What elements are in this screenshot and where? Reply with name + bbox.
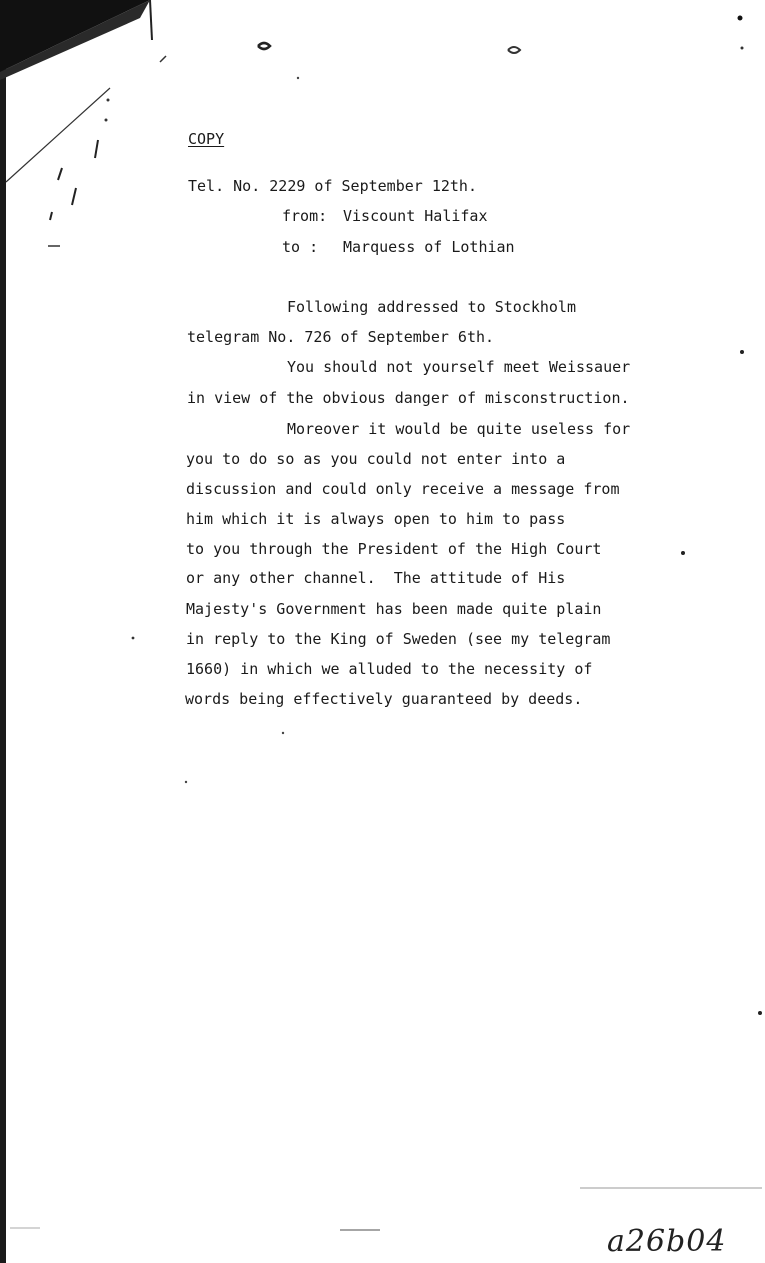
body-line: Following addressed to Stockholm — [287, 298, 576, 316]
from-value: Viscount Halifax — [343, 207, 488, 225]
body-line: discussion and could only receive a message from — [186, 480, 620, 498]
body-line: telegram No. 726 of September 6th. — [187, 328, 495, 346]
from-label: from: — [282, 207, 328, 225]
body-line: Majesty's Government has been made quite plain — [186, 600, 602, 618]
to-label: to : — [282, 238, 319, 256]
handwritten-archive-number: a26b04 — [607, 1224, 727, 1259]
body-line: to you through the President of the High Court — [186, 540, 602, 558]
telegram-number-line: Tel. No. 2229 of September 12th. — [188, 177, 477, 195]
body-line: 1660) in which we alluded to the necessity of — [186, 660, 593, 678]
body-line: in view of the obvious danger of misconstruction. — [187, 389, 630, 407]
body-line: you to do so as you could not enter into a — [186, 450, 566, 468]
body-line: him which it is always open to him to pass — [186, 510, 566, 528]
copy-label: COPY — [188, 130, 225, 148]
to-value: Marquess of Lothian — [343, 238, 515, 256]
body-line: Moreover it would be quite useless for — [287, 420, 631, 438]
body-line: or any other channel. The attitude of His — [186, 569, 566, 587]
body-line: in reply to the King of Sweden (see my telegram — [186, 630, 611, 648]
body-line: You should not yourself meet Weissauer — [287, 358, 631, 376]
body-line: words being effectively guaranteed by deeds. — [185, 690, 583, 708]
